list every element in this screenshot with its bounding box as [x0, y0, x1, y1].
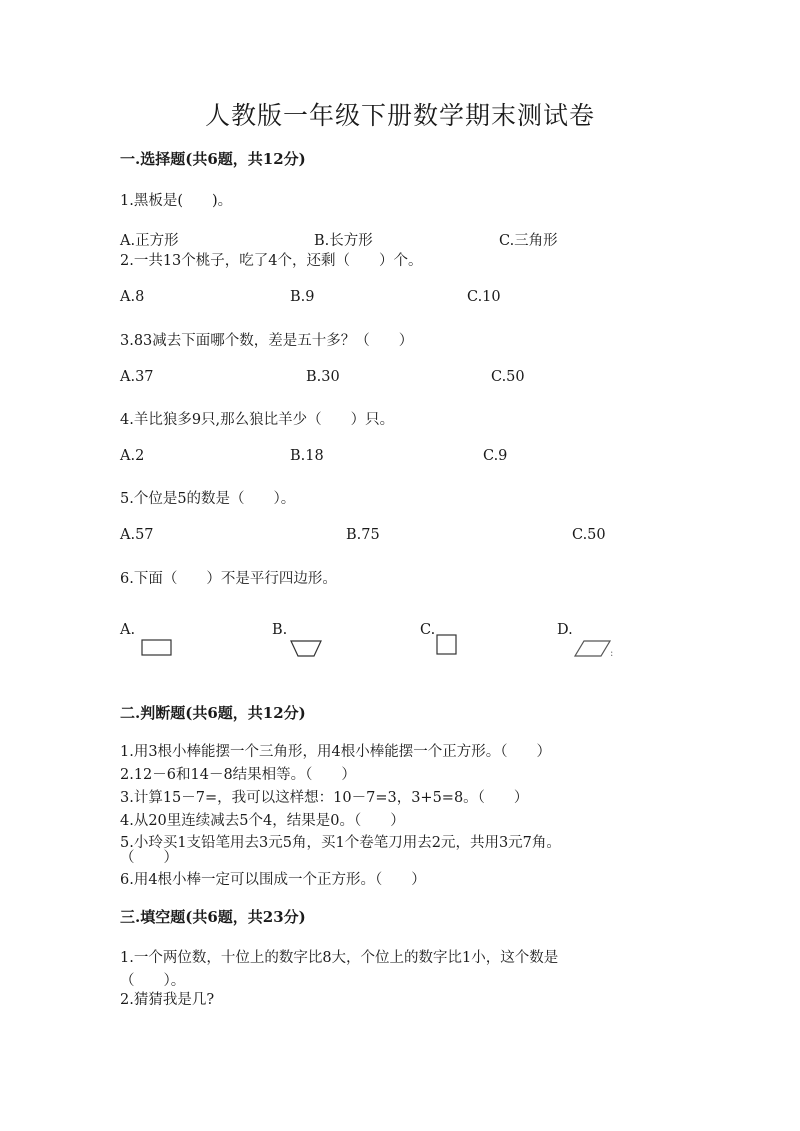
- square-icon: [434, 632, 460, 658]
- option-2c: C.10: [467, 289, 501, 305]
- option-6c: C.: [420, 622, 436, 638]
- judgement-4: 4.从20里连续减去5个4，结果是0。（ ）: [120, 813, 405, 829]
- option-1a: A.正方形: [120, 233, 179, 249]
- section-heading-judgement: 二.判断题(共6题，共12分): [120, 704, 306, 722]
- judgement-2: 2.12－6和14－8结果相等。（ ）: [120, 767, 356, 783]
- judgement-1: 1.用3根小棒能摆一个三角形，用4根小棒能摆一个正方形。（ ）: [120, 744, 552, 760]
- option-3c: C.50: [491, 369, 525, 385]
- section-heading-fill: 三.填空题(共6题，共23分): [120, 908, 306, 926]
- fill-2: 2.猜猜我是几?: [120, 992, 215, 1008]
- rectangle-icon: [140, 638, 174, 658]
- option-3a: A.37: [120, 369, 154, 385]
- question-2: 2.一共13个桃子，吃了4个，还剩（ ）个。: [120, 253, 423, 269]
- judgement-3: 3.计算15－7=，我可以这样想：10－7=3，3+5=8。（ ）: [120, 790, 529, 806]
- trapezoid-icon: [288, 638, 324, 660]
- question-5: 5.个位是5的数是（ ）。: [120, 491, 296, 507]
- judgement-5: 5.小玲买1支铅笔用去3元5角，买1个卷笔刀用去2元，共用3元7角。: [120, 835, 561, 851]
- page-title: 人教版一年级下册数学期末测试卷: [204, 101, 595, 130]
- question-1: 1.黑板是( )。: [120, 193, 233, 209]
- option-4a: A.2: [120, 448, 145, 464]
- option-4b: B.18: [290, 448, 324, 464]
- question-3: 3.83减去下面哪个数，差是五十多？（ ）: [120, 333, 414, 349]
- option-6d: D.: [557, 622, 573, 638]
- judgement-5-brackets: （ ）: [120, 850, 178, 866]
- section-heading-choice: 一.选择题(共6题，共12分): [120, 150, 306, 168]
- judgement-6: 6.用4根小棒一定可以围成一个正方形。（ ）: [120, 872, 426, 888]
- option-6a: A.: [120, 622, 136, 638]
- parallelogram-icon: [572, 638, 614, 660]
- option-5b: B.75: [346, 527, 380, 543]
- question-4: 4.羊比狼多9只,那么狼比羊少（ ）只。: [120, 412, 395, 428]
- option-2a: A.8: [120, 289, 145, 305]
- question-6: 6.下面（ ）不是平行四边形。: [120, 571, 337, 587]
- option-1c: C.三角形: [499, 233, 558, 249]
- option-1b: B.长方形: [314, 233, 373, 249]
- option-3b: B.30: [306, 369, 340, 385]
- fill-1: 1.一个两位数，十位上的数字比8大，个位上的数字比1小，这个数是: [120, 950, 559, 966]
- option-5c: C.50: [572, 527, 606, 543]
- option-6b: B.: [272, 622, 288, 638]
- option-4c: C.9: [483, 448, 508, 464]
- option-5a: A.57: [120, 527, 154, 543]
- fill-1-brackets: （ ）。: [120, 973, 186, 989]
- option-2b: B.9: [290, 289, 315, 305]
- shape-mark: :: [610, 648, 614, 659]
